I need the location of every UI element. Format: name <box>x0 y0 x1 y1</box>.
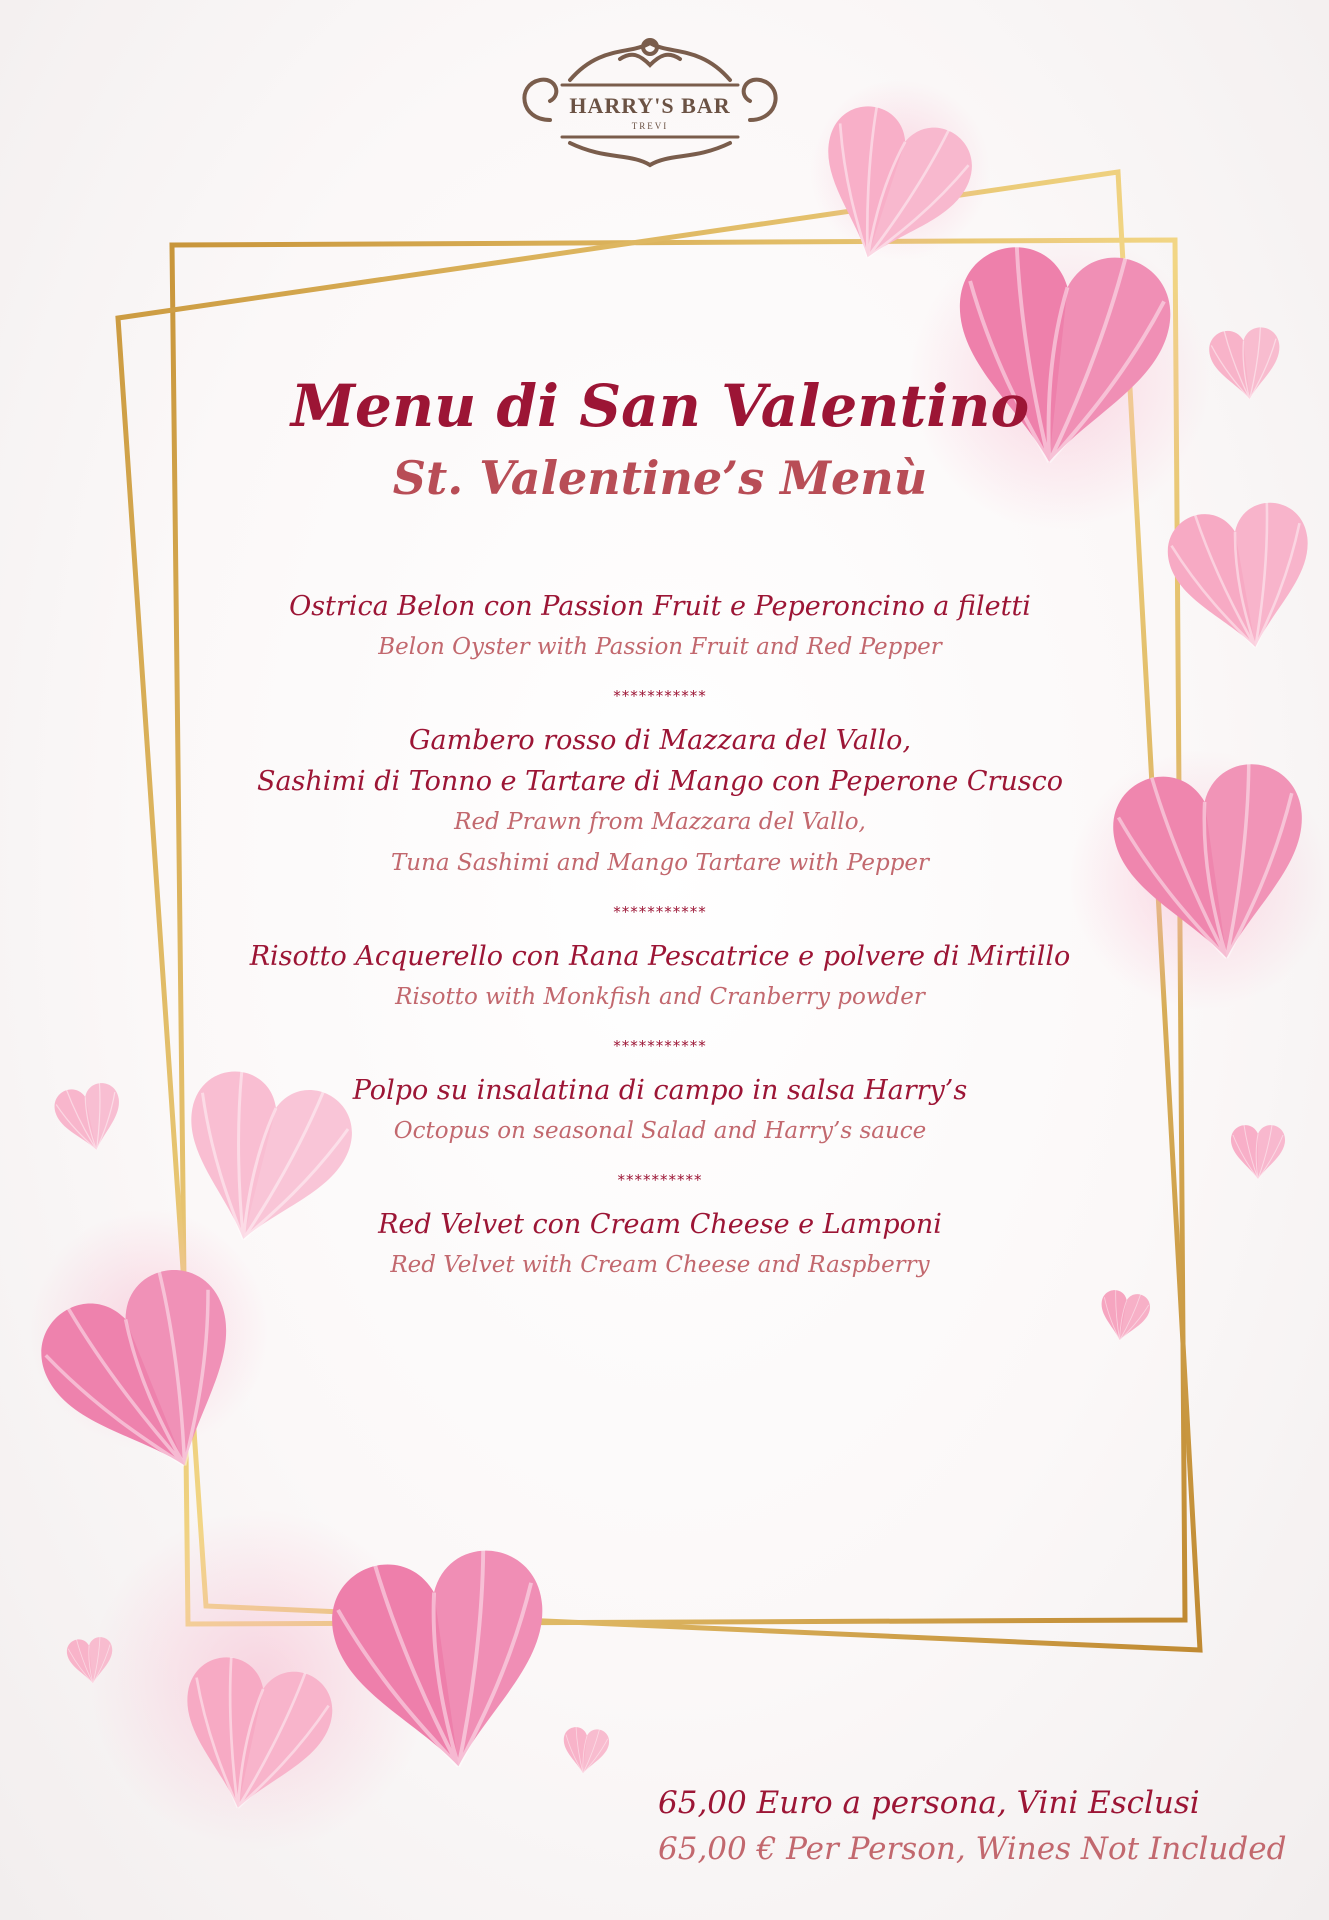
course-name-it: Polpo su insalatina di campo in salsa Harry’s <box>352 1075 968 1106</box>
menu-title: Menu di San Valentino <box>290 372 1030 440</box>
heart-decoration <box>1207 325 1284 402</box>
course-item <box>200 936 1120 1018</box>
separator: *********** <box>613 687 707 705</box>
heart-decoration <box>1231 1125 1285 1179</box>
price-en: 65,00 € Per Person, Wines Not Included <box>658 1831 1287 1867</box>
price-it: 65,00 Euro a persona, Vini Esclusi <box>658 1785 1200 1821</box>
course-item <box>200 1204 1120 1286</box>
course-item <box>200 586 1120 668</box>
course-name-en: Red Prawn from Mazzara del Vallo, <box>454 809 866 835</box>
heart-decoration <box>1096 1288 1152 1344</box>
logo-sub: TREVI <box>631 121 669 131</box>
separator: ********** <box>617 1171 703 1189</box>
course-name-it: Risotto Acquerello con Rana Pescatrice e polvere di Mirtillo <box>249 941 1071 972</box>
course-name-it: Sashimi di Tonno e Tartare di Mango con Peperone Crusco <box>256 766 1064 797</box>
course-name-it: Ostrica Belon con Passion Fruit e Peperoncino a filetti <box>289 591 1031 622</box>
separator: *********** <box>613 1037 707 1055</box>
price-block <box>658 1780 1286 1872</box>
course-name-en: Tuna Sashimi and Mango Tartare with Pepper <box>390 850 930 876</box>
menu-subtitle: St. Valentine’s Menù <box>392 451 928 505</box>
logo-name: HARRY'S BAR <box>569 93 731 118</box>
heart-decoration <box>560 1726 610 1776</box>
course-item <box>200 720 1120 884</box>
separator: *********** <box>613 903 707 921</box>
heart-decoration <box>1162 497 1325 660</box>
course-name-en: Risotto with Monkfish and Cranberry powder <box>395 984 925 1010</box>
course-name-en: Red Velvet with Cream Cheese and Raspberry <box>390 1252 930 1278</box>
menu-content <box>200 370 1120 1286</box>
heart-decoration <box>51 1080 128 1157</box>
course-item <box>200 1070 1120 1152</box>
course-name-it: Gambero rosso di Mazzara del Vallo, <box>408 725 912 756</box>
course-name-en: Octopus on seasonal Salad and Harry’s sauce <box>393 1118 927 1144</box>
course-name-en: Belon Oyster with Passion Fruit and Red Pepper <box>378 634 942 660</box>
course-name-it: Red Velvet con Cream Cheese e Lamponi <box>378 1209 942 1240</box>
logo <box>510 25 790 175</box>
